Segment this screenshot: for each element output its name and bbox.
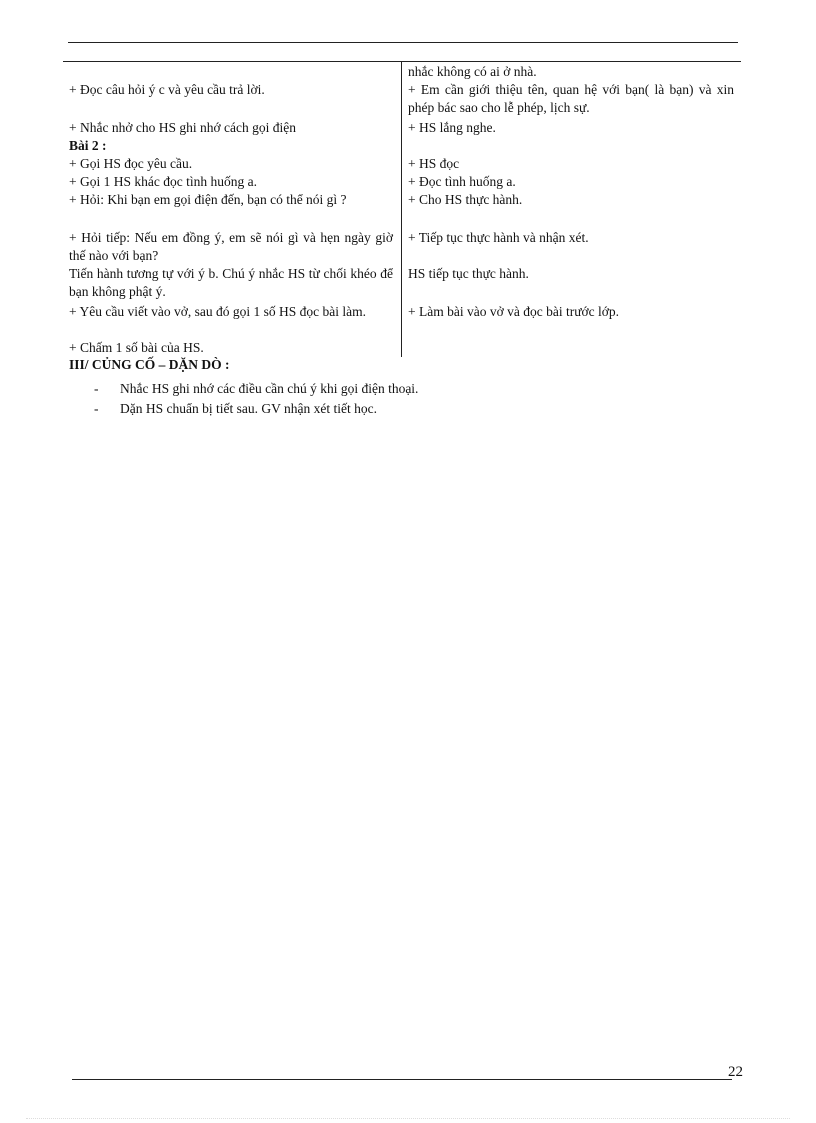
left-cell-read-question: + Đọc câu hỏi ý c và yêu cầu trả lời.	[69, 82, 265, 97]
right-cell-read: + HS đọc	[408, 156, 460, 171]
bullet-marker: -	[94, 381, 99, 396]
left-cell-ask: + Hỏi: Khi bạn em gọi điện đến, bạn có thể nói gì ?	[69, 192, 347, 207]
bullet-text: Dặn HS chuẩn bị tiết sau. GV nhận xét tiết học.	[120, 401, 377, 416]
right-cell-practice: + Cho HS thực hành.	[408, 192, 523, 207]
right-cell-listen: + HS lắng nghe.	[408, 120, 496, 135]
left-cell-write: + Yêu cầu viết vào vở, sau đó gọi 1 số HS đọc bài làm.	[69, 304, 366, 319]
exercise-2-heading: Bài 2 :	[69, 138, 107, 153]
section-heading: III/ CỦNG CỐ – DẶN DÒ :	[69, 357, 230, 372]
right-cell-continue-practice: + Tiếp tục thực hành và nhận xét.	[408, 230, 589, 245]
right-cell-do-work: + Làm bài vào vở và đọc bài trước lớp.	[408, 304, 620, 319]
page-edge-dotted-line	[26, 1118, 790, 1119]
left-cell-ask-more: + Hỏi tiếp: Nếu em đồng ý, em sẽ nói gì và hẹn ngày giờ thế nào với bạn?	[69, 230, 393, 263]
left-cell-call-student: + Gọi HS đọc yêu cầu.	[69, 156, 193, 171]
left-cell-grade: + Chấm 1 số bài của HS.	[69, 340, 204, 355]
left-cell-situation-b: Tiến hành tương tự với ý b. Chú ý nhắc HS từ chối khéo để bạn không phật ý.	[69, 266, 393, 299]
left-cell-situation-a: + Gọi 1 HS khác đọc tình huống a.	[69, 174, 257, 189]
footer-rule	[72, 1079, 732, 1080]
right-cell-introduce: + Em cần giới thiệu tên, quan hệ với bạn( là bạn) và xin phép bác sao cho lễ phép, lịch sự.	[408, 82, 734, 115]
right-cell-read-situation: + Đọc tình huống a.	[408, 174, 516, 189]
table-top-border	[63, 61, 741, 62]
header-rule	[68, 42, 738, 43]
right-cell-keep-practicing: HS tiếp tục thực hành.	[408, 266, 529, 281]
left-cell-remind: + Nhắc nhở cho HS ghi nhớ cách gọi điện	[69, 120, 296, 135]
bullet-marker: -	[94, 401, 99, 416]
right-cell-nobody-home: nhắc không có ai ở nhà.	[408, 64, 537, 79]
page-number: 22	[728, 1064, 743, 1080]
bullet-text: Nhắc HS ghi nhớ các điều cần chú ý khi gọi điện thoại.	[120, 381, 419, 396]
table-column-divider	[401, 61, 402, 357]
